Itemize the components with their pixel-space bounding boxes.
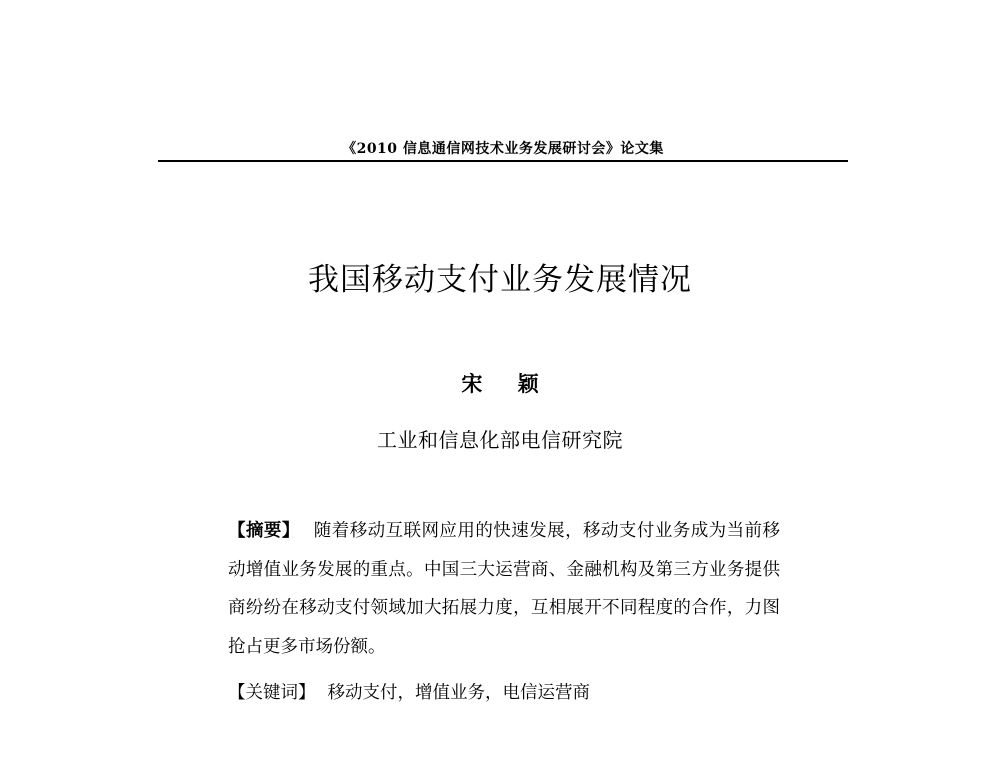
abstract-section (228, 512, 780, 666)
abstract-label: 【摘要】 (228, 521, 300, 541)
paper-title: 我国移动支付业务发展情况 (308, 262, 692, 298)
author-affiliation: 工业和信息化部电信研究院 (377, 428, 623, 452)
keywords-label: 【关键词】 (228, 683, 316, 703)
abstract-text: 随着移动互联网应用的快速发展，移动支付业务成为当前移动增值业务发展的重点。中国三大运营商、金融机构及第三方业务提供商纷纷在移动支付领域加大拓展力度，互相展开不同程度的合作，力图抢占更多市场份额。 (228, 521, 781, 657)
running-header: 《2010 信息通信网技术业务发展研讨会》论文集 (342, 141, 664, 157)
keywords-section (228, 674, 780, 712)
author-name: 宋 颖 (461, 371, 553, 396)
keywords-text: 移动支付，增值业务，电信运营商 (327, 683, 590, 703)
header-rule (158, 160, 848, 162)
